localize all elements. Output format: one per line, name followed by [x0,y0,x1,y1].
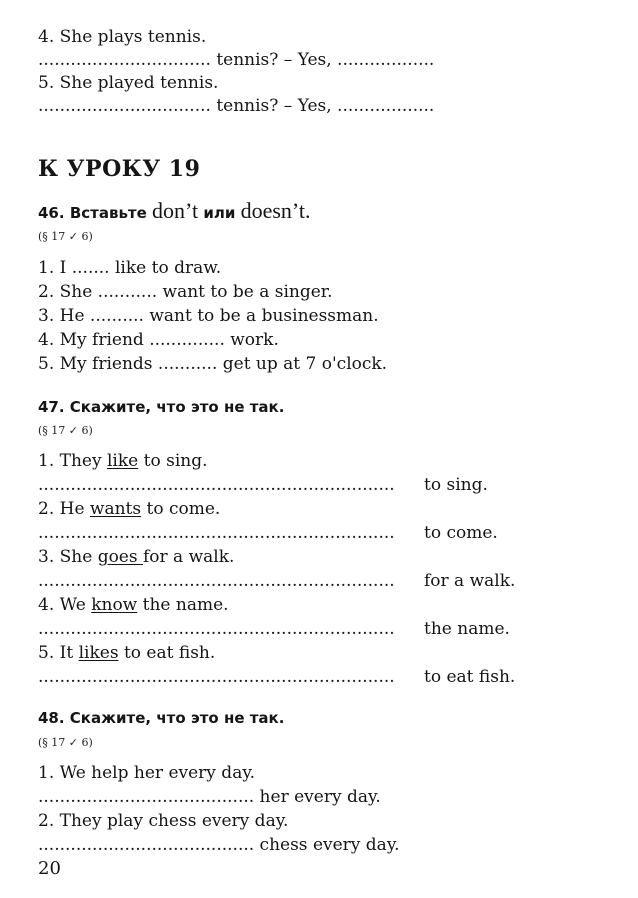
ex46-item-4: 4. My friend .............. work. [38,330,279,350]
ex46-item-3: 3. He .......... want to be a businessman. [38,306,379,326]
lesson-heading: К УРОКУ 19 [38,156,201,182]
ex47-item-3 [38,546,234,568]
ex48-item-1-blank: ........................................ her every day. [38,787,381,807]
ex47-ref: (§ 17 ✓ 6) [38,424,93,437]
ex48-ref: (§ 17 ✓ 6) [38,736,93,749]
ex46-item-1: 1. I ....... like to draw. [38,258,222,278]
ex46-item-5: 5. My friends ........... get up at 7 o'clock. [38,354,388,374]
top-line-4: ................................ tennis? – Yes, .................. [38,96,435,116]
ex47-item-5 [38,642,215,664]
ex47-item-4-post: the name. [137,595,229,615]
ex47-item-1-pre: 1. They [38,451,107,471]
ex47-item-3-post: for a walk. [143,547,235,567]
ex47-item-5-blank: .................................................................. [38,667,395,687]
top-line-3: 5. She played tennis. [38,73,219,93]
ex48-item-2-blank: ........................................ chess every day. [38,835,400,855]
ex47-item-5-pre: 5. It [38,643,79,663]
top-line-2: ................................ tennis? – Yes, .................. [38,50,435,70]
ex47-item-2-post: to come. [141,499,221,519]
ex47-item-4-pre: 4. We [38,595,92,615]
ex47-item-5-underlined: likes [78,643,119,663]
ex47-item-1-underlined: like [106,451,139,471]
ex47-item-1-end: to sing. [424,475,488,495]
ex47-item-5-end: to eat fish. [424,667,516,687]
ex47-item-2-pre: 2. He [38,499,90,519]
ex47-item-1-blank: .................................................................. [38,475,395,495]
top-line-1: 4. She plays tennis. [38,27,207,47]
ex47-item-3-end: for a walk. [424,571,516,591]
ex47-item-2-blank: .................................................................. [38,523,395,543]
page-number: 20 [38,858,61,879]
ex47-title: 47. Скажите, что это не так. [38,398,285,416]
ex46-verb: Вставьте [69,204,147,222]
ex47-item-1-post: to sing. [138,451,208,471]
ex46-number: 46. [38,204,65,222]
ex47-item-5-post: to eat fish. [118,643,216,663]
ex46-title [38,198,310,224]
ex48-title: 48. Скажите, что это не так. [38,709,285,727]
ex48-item-1: 1. We help her every day. [38,763,256,783]
ex46-option-2: doesn’t. [240,198,311,223]
ex47-item-3-underlined: goes [97,547,143,567]
ex48-item-2: 2. They play chess every day. [38,811,289,831]
ex47-item-4 [38,594,229,616]
ex47-item-2-underlined: wants [89,499,142,519]
ex47-item-3-blank: .................................................................. [38,571,395,591]
ex47-item-3-pre: 3. She [38,547,98,567]
ex46-item-2: 2. She ........... want to be a singer. [38,282,333,302]
ex46-ref: (§ 17 ✓ 6) [38,230,93,243]
ex46-option-1: don’t [152,198,199,223]
ex47-item-4-underlined: know [91,595,138,615]
ex47-item-4-blank: .................................................................. [38,619,395,639]
ex47-item-1 [38,450,208,472]
ex47-item-2 [38,498,220,520]
ex47-item-4-end: the name. [424,619,510,639]
ex47-item-2-end: to come. [424,523,498,543]
ex46-or: или [203,204,236,222]
